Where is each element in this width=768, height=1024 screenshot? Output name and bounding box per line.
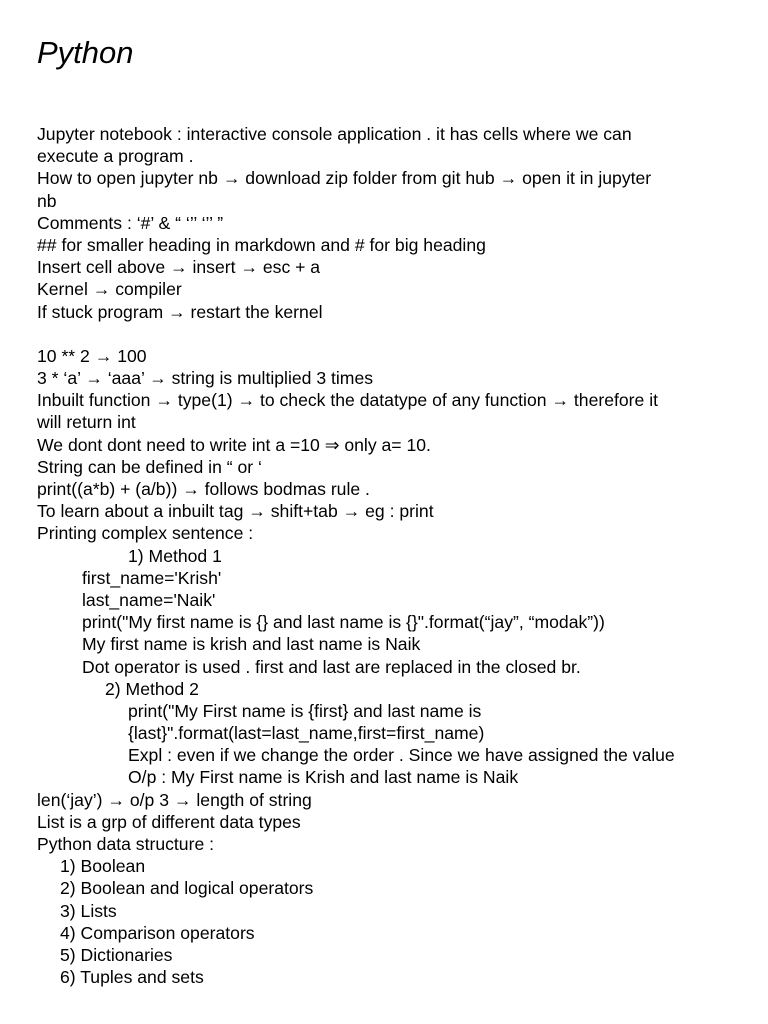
list-item: 4) Comparison operators [60,922,255,943]
list-item: 3) Lists [60,900,117,921]
text-line: To learn about a inbuilt tag → shift+tab → eg : print [37,501,434,522]
text-line: last_name='Naik' [82,589,216,610]
text-line: How to open jupyter nb → download zip folder from git hub → open it in jupyter [37,168,652,189]
text-line: print("My First name is {first} and last name is [128,700,482,721]
text-line: ## for smaller heading in markdown and # for big heading [37,234,486,255]
list-item: 1) Boolean [60,856,146,877]
page-title: Python [37,35,134,70]
text-line: Printing complex sentence : [37,523,254,544]
text-line: If stuck program → restart the kernel [37,301,323,322]
text-line: Expl : even if we change the order . Since we have assigned the value [128,745,675,766]
text-line: print("My first name is {} and last name is {}".format(“jay”, “modak”)) [82,612,605,633]
list-item: 2) Boolean and logical operators [60,878,314,899]
text-line: Kernel → compiler [37,279,182,300]
list-item: 5) Dictionaries [60,944,173,965]
blank-line [37,323,737,345]
notes-body [37,123,737,988]
text-line: len(‘jay’) → o/p 3 → length of string [37,789,312,810]
text-line: List is a grp of different data types [37,811,301,832]
text-line: Jupyter notebook : interactive console application . it has cells where we can [37,124,632,144]
text-line: Insert cell above → insert → esc + a [37,257,321,278]
text-line: nb [37,190,57,211]
list-item: 6) Tuples and sets [60,967,204,988]
text-line: 3 * ‘a’ → ‘aaa’ → string is multiplied 3 times [37,368,374,389]
text-line: String can be defined in “ or ‘ [37,456,262,477]
text-line: print((a*b) + (a/b)) → follows bodmas rule . [37,479,370,499]
text-line: will return int [37,412,136,433]
text-line: first_name='Krish' [82,567,222,588]
text-line: 10 ** 2 → 100 [37,345,147,366]
text-line: 2) Method 2 [105,678,199,699]
text-line: O/p : My First name is Krish and last name is Naik [128,767,519,788]
text-line: Dot operator is used . first and last are replaced in the closed br. [82,656,581,677]
text-line: {last}".format(last=last_name,first=first_name) [128,723,485,744]
text-line: Python data structure : [37,834,215,854]
text-line: Comments : ‘#’ & “ ‘’’ ‘’’ ” [37,212,224,233]
text-line: execute a program . [37,146,194,167]
text-line: 1) Method 1 [128,545,222,566]
text-line: We dont dont need to write int a =10 ⇒ only a= 10. [37,434,431,455]
text-line: Inbuilt function → type(1) → to check the datatype of any function → therefore it [37,390,659,411]
text-line: My first name is krish and last name is Naik [82,634,421,655]
